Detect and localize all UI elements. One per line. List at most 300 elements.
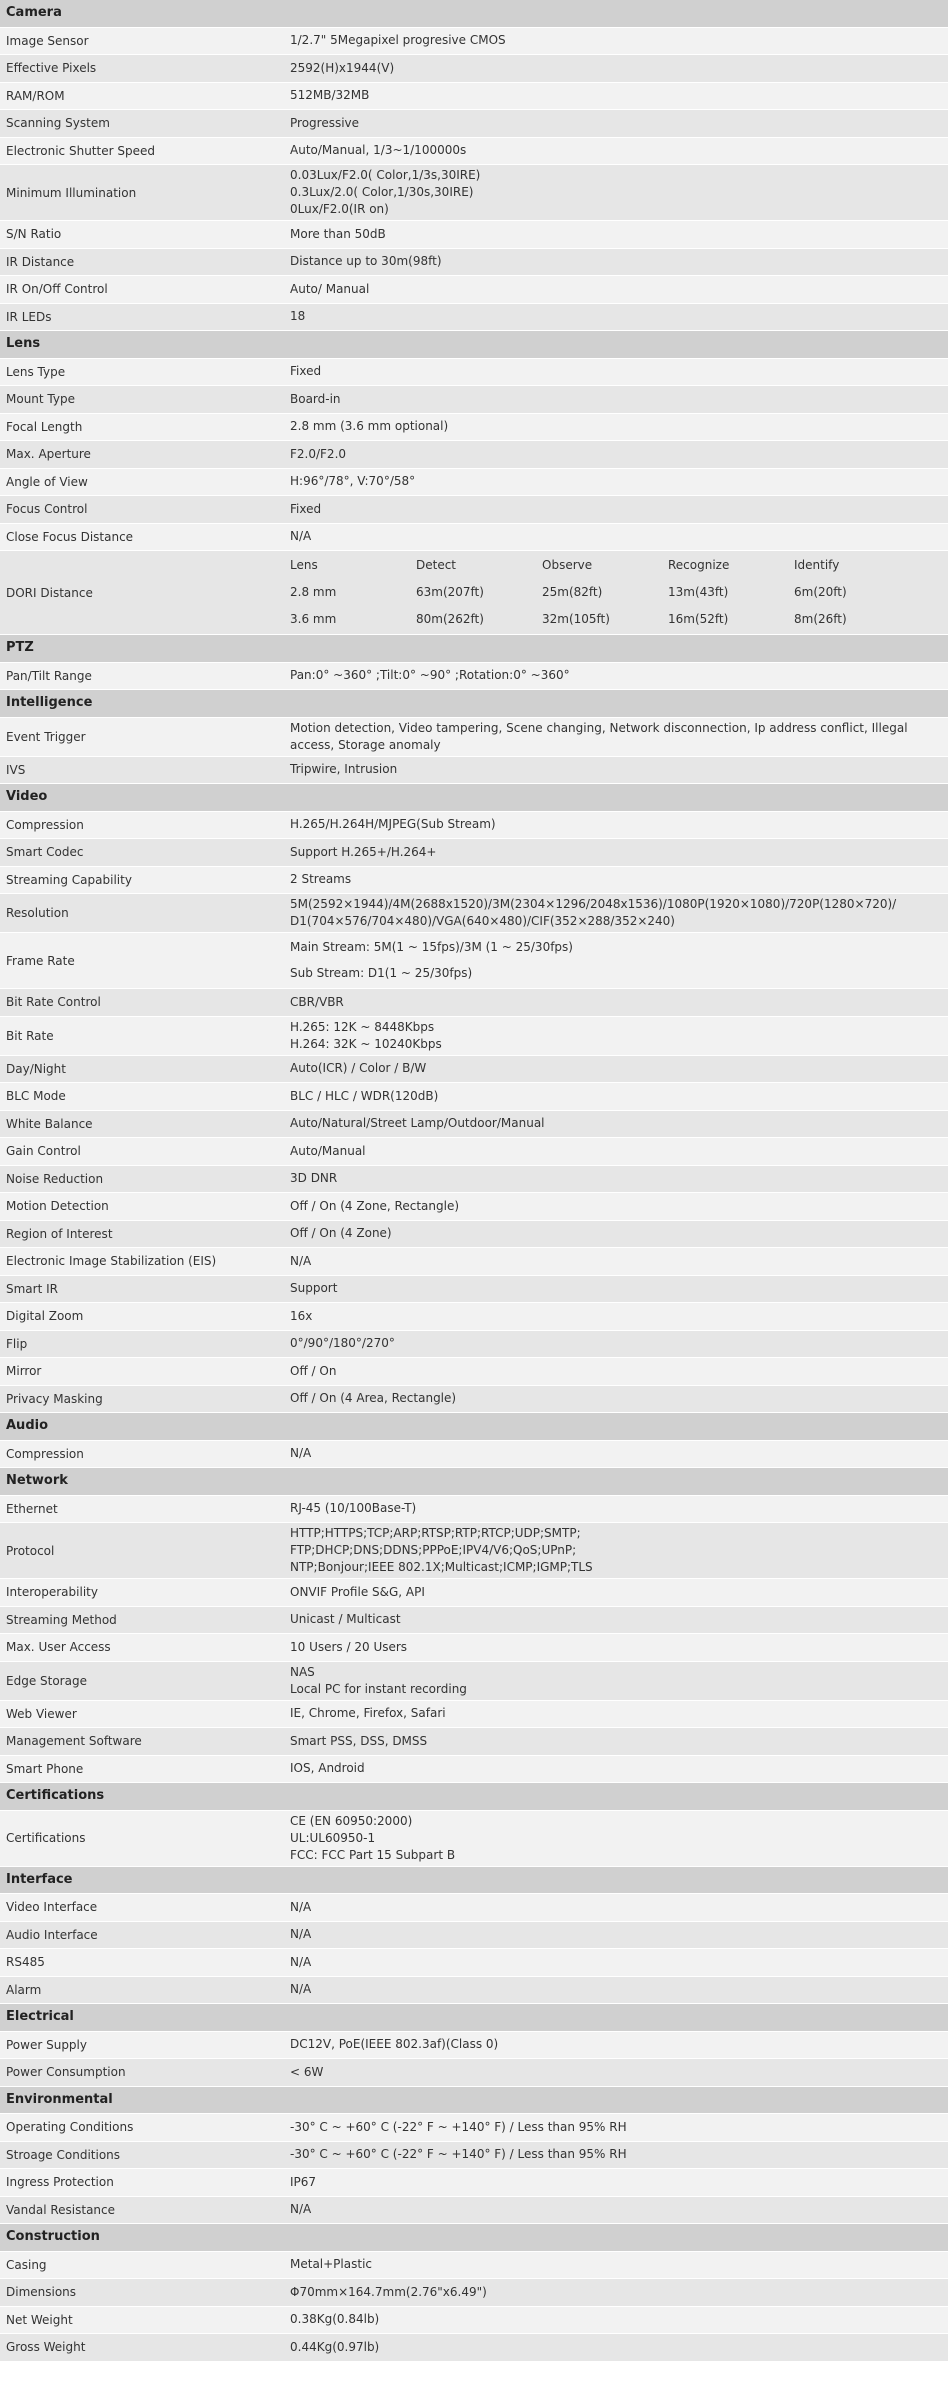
section-header-construction: Construction [0, 2224, 948, 2252]
spec-row-ivs [0, 757, 948, 785]
dori-cell: 25m(82ft) [542, 585, 603, 599]
spec-value [284, 2032, 948, 2059]
dori-header-cell: Recognize [668, 558, 730, 572]
spec-value-line: N/A [290, 1253, 312, 1268]
spec-row-gain-control [0, 1138, 948, 1166]
dori-table [290, 552, 942, 633]
spec-value [284, 2334, 948, 2361]
spec-value-line: H:96°/78°, V:70°/58° [290, 474, 416, 489]
spec-value [284, 933, 948, 988]
spec-label: Edge Storage [6, 1673, 87, 1688]
dori-header-cell: Lens [290, 558, 318, 572]
dori-header-cell: Identify [794, 558, 840, 572]
spec-value [284, 1811, 948, 1866]
spec-label: Gross Weight [6, 2340, 86, 2355]
spec-value [284, 1056, 948, 1083]
spec-value-line: N/A [290, 1982, 312, 1997]
spec-row-audio-interface [0, 1922, 948, 1950]
spec-row-dimensions [0, 2279, 948, 2307]
spec-row-stroage-conditions [0, 2142, 948, 2170]
spec-label: Vandal Resistance [6, 2202, 116, 2217]
dori-header-cell: Observe [542, 558, 593, 572]
spec-row-pan-tilt-range [0, 663, 948, 691]
spec-value [284, 1193, 948, 1220]
spec-label: Resolution [6, 906, 69, 920]
spec-value [284, 1662, 948, 1700]
spec-label: Dimensions [6, 2285, 77, 2300]
spec-value-line: H.265: 12K ~ 8448Kbps [290, 1019, 435, 1034]
spec-row-rs485 [0, 1949, 948, 1977]
spec-label: Region of Interest [6, 1226, 113, 1241]
spec-value [284, 1496, 948, 1523]
spec-label: Web Viewer [6, 1706, 77, 1721]
spec-label: Focus Control [6, 502, 88, 517]
spec-row-effective-pixels [0, 55, 948, 83]
spec-row-smart-ir [0, 1276, 948, 1304]
spec-value-line: IE, Chrome, Firefox, Safari [290, 1706, 446, 1721]
spec-label: Video Interface [6, 1900, 98, 1915]
spec-value-line: DC12V, PoE(IEEE 802.3af)(Class 0) [290, 2037, 499, 2052]
spec-value-line: Sub Stream: D1(1 ~ 25/30fps) [290, 966, 473, 980]
spec-value [284, 1634, 948, 1661]
spec-value [284, 1949, 948, 1976]
dori-cell: 6m(20ft) [794, 585, 847, 599]
dori-cell: 32m(105ft) [542, 612, 610, 626]
spec-value [284, 386, 948, 413]
spec-value [284, 2059, 948, 2086]
spec-value [284, 1221, 948, 1248]
spec-value-line: Progressive [290, 115, 360, 130]
spec-row-bit-rate [0, 1017, 948, 1056]
spec-row-net-weight [0, 2307, 948, 2335]
spec-label: Pan/Tilt Range [6, 668, 92, 683]
spec-row-angle-of-view [0, 469, 948, 497]
spec-label: Streaming Capability [6, 872, 132, 887]
spec-value-line: More than 50dB [290, 226, 386, 241]
spec-value-line: NAS [290, 1664, 315, 1679]
spec-row-video-interface [0, 1894, 948, 1922]
spec-value [284, 524, 948, 551]
spec-label: Motion Detection [6, 1199, 109, 1214]
spec-value-line: Φ70mm×164.7mm(2.76"x6.49") [290, 2284, 487, 2299]
spec-value-line: ONVIF Profile S&G, API [290, 1584, 425, 1599]
spec-value [284, 2169, 948, 2196]
spec-value-line: Off / On (4 Zone, Rectangle) [290, 1198, 460, 1213]
spec-value [284, 1276, 948, 1303]
spec-value [284, 1017, 948, 1055]
spec-value [284, 1441, 948, 1468]
spec-label: Net Weight [6, 2312, 73, 2327]
spec-value-line: Unicast / Multicast [290, 1612, 401, 1627]
spec-value-line: Off / On [290, 1363, 337, 1378]
spec-label: Focal Length [6, 419, 83, 434]
spec-value-line: Motion detection, Video tampering, Scene changing, Network disconnection, Ip address conflict, Illegal [290, 720, 908, 735]
spec-value-line: 0.3Lux/2.0( Color,1/30s,30IRE) [290, 185, 474, 199]
spec-value-line: N/A [290, 1446, 312, 1461]
spec-row-gross-weight [0, 2334, 948, 2362]
spec-value [284, 812, 948, 839]
spec-value-line: HTTP;HTTPS;TCP;ARP;RTSP;RTP;RTCP;UDP;SMTP; [290, 1526, 581, 1540]
spec-value [284, 2307, 948, 2334]
spec-label: Mount Type [6, 392, 75, 407]
spec-value [284, 2114, 948, 2141]
spec-row-scanning-system [0, 110, 948, 138]
spec-value [284, 110, 948, 137]
spec-value [284, 757, 948, 784]
spec-value [284, 138, 948, 165]
spec-label: Close Focus Distance [6, 529, 134, 544]
spec-label: Streaming Method [6, 1612, 117, 1627]
spec-label: Electronic Image Stabilization (EIS) [6, 1254, 217, 1269]
spec-row-smart-phone [0, 1756, 948, 1784]
spec-value-line [290, 956, 942, 965]
spec-row-max-aperture [0, 441, 948, 469]
spec-row-s-n-ratio [0, 221, 948, 249]
section-header-video: Video [0, 784, 948, 812]
spec-value-line: Auto/Manual [290, 1143, 366, 1158]
section-header-network: Network [0, 1468, 948, 1496]
spec-value-line: IOS, Android [290, 1761, 365, 1776]
dori-cell: 13m(43ft) [668, 585, 729, 599]
spec-value-line: FCC: FCC Part 15 Subpart B [290, 1847, 456, 1862]
spec-value-line: N/A [290, 1927, 312, 1942]
spec-label: Gain Control [6, 1144, 81, 1159]
spec-label: Minimum Illumination [6, 185, 137, 200]
spec-value-line: Main Stream: 5M(1 ~ 15fps)/3M (1 ~ 25/30fps) [290, 940, 573, 954]
spec-row-region-of-interest [0, 1221, 948, 1249]
spec-label: Ingress Protection [6, 2175, 114, 2190]
spec-value [284, 1607, 948, 1634]
spec-value [284, 28, 948, 55]
spec-label: White Balance [6, 1116, 93, 1131]
spec-row-digital-zoom [0, 1303, 948, 1331]
spec-value [284, 304, 948, 331]
spec-label: RAM/ROM [6, 88, 65, 103]
section-header-environmental: Environmental [0, 2087, 948, 2115]
spec-value [284, 165, 948, 220]
spec-row-resolution [0, 894, 948, 933]
spec-label: Noise Reduction [6, 1171, 104, 1186]
section-header-interface: Interface [0, 1867, 948, 1895]
spec-label: Flip [6, 1336, 28, 1351]
spec-row-minimum-illumination [0, 165, 948, 221]
spec-row-focal-length [0, 414, 948, 442]
spec-label: S/N Ratio [6, 227, 62, 242]
spec-label: Effective Pixels [6, 61, 97, 76]
spec-value [284, 867, 948, 894]
spec-value-line: Smart PSS, DSS, DMSS [290, 1733, 428, 1748]
spec-value-line: Metal+Plastic [290, 2257, 372, 2272]
spec-row-flip [0, 1331, 948, 1359]
spec-value [284, 1894, 948, 1921]
spec-row-web-viewer [0, 1701, 948, 1729]
spec-value [284, 1166, 948, 1193]
spec-value [284, 359, 948, 386]
spec-value-line: CE (EN 60950:2000) [290, 1813, 413, 1828]
spec-label: Certifications [6, 1831, 86, 1845]
spec-label: Smart IR [6, 1281, 58, 1296]
spec-value-line: N/A [290, 1954, 312, 1969]
spec-row-casing [0, 2252, 948, 2280]
spec-value [284, 1331, 948, 1358]
spec-value-line: Board-in [290, 391, 341, 406]
spec-row-protocol [0, 1523, 948, 1579]
spec-value-line: N/A [290, 2202, 312, 2217]
spec-value-line: 10 Users / 20 Users [290, 1639, 408, 1654]
spec-value-line: Auto/Natural/Street Lamp/Outdoor/Manual [290, 1116, 545, 1131]
spec-row-frame-rate [0, 933, 948, 989]
spec-label: Bit Rate [6, 1028, 54, 1043]
spec-row-streaming-method [0, 1607, 948, 1635]
spec-value-line: CBR/VBR [290, 994, 344, 1009]
spec-row-close-focus-distance [0, 524, 948, 552]
spec-value-line: 0°/90°/180°/270° [290, 1336, 395, 1351]
spec-label: Protocol [6, 1543, 55, 1558]
spec-row-ram-rom [0, 83, 948, 111]
spec-label: Smart Codec [6, 845, 84, 860]
spec-label: Lens Type [6, 364, 66, 379]
spec-value-line: NTP;Bonjour;IEEE 802.1X;Multicast;ICMP;IGMP;TLS [290, 1560, 593, 1574]
spec-value-line: D1(704×576/704×480)/VGA(640×480)/CIF(352×288/352×240) [290, 914, 675, 928]
spec-row-compression [0, 1441, 948, 1469]
spec-row-image-sensor [0, 28, 948, 56]
spec-value-line: IP67 [290, 2174, 317, 2189]
spec-value-line: -30° C ~ +60° C (-22° F ~ +140° F) / Less than 95% RH [290, 2119, 627, 2134]
spec-value [284, 249, 948, 276]
spec-label: Electronic Shutter Speed [6, 143, 155, 158]
spec-value [284, 414, 948, 441]
spec-value [284, 2197, 948, 2224]
spec-value-line: 0.38Kg(0.84lb) [290, 2312, 380, 2327]
spec-value [284, 1728, 948, 1755]
section-header-certifications: Certifications [0, 1783, 948, 1811]
spec-row-privacy-masking [0, 1386, 948, 1414]
spec-label: IR Distance [6, 254, 75, 269]
spec-value [284, 221, 948, 248]
spec-row-smart-codec [0, 839, 948, 867]
spec-value-line: Off / On (4 Area, Rectangle) [290, 1391, 457, 1406]
spec-row-ir-on-off-control [0, 276, 948, 304]
spec-value-line: Support H.265+/H.264+ [290, 844, 437, 859]
spec-label: Compression [6, 1446, 84, 1461]
spec-value-line: Support [290, 1281, 338, 1296]
spec-label: IR LEDs [6, 309, 52, 324]
spec-row-dori-distance [0, 551, 948, 635]
spec-row-lens-type [0, 359, 948, 387]
spec-row-streaming-capability [0, 867, 948, 895]
spec-value-line: 512MB/32MB [290, 88, 370, 103]
section-header-audio: Audio [0, 1413, 948, 1441]
spec-value [284, 1248, 948, 1275]
spec-row-edge-storage [0, 1662, 948, 1701]
spec-label: Privacy Masking [6, 1391, 103, 1406]
spec-label: Digital Zoom [6, 1309, 84, 1324]
spec-value-line: 0.44Kg(0.97lb) [290, 2339, 380, 2354]
spec-row-power-consumption [0, 2059, 948, 2087]
spec-label: Operating Conditions [6, 2120, 134, 2135]
spec-row-focus-control [0, 496, 948, 524]
spec-label: Interoperability [6, 1585, 98, 1600]
spec-value [284, 1756, 948, 1783]
spec-value-line: N/A [290, 529, 312, 544]
spec-label: Smart Phone [6, 1761, 84, 1776]
spec-value-line: BLC / HLC / WDR(120dB) [290, 1088, 439, 1103]
spec-value-line: N/A [290, 1899, 312, 1914]
spec-label: DORI Distance [6, 585, 93, 600]
spec-value [284, 276, 948, 303]
spec-label: BLC Mode [6, 1089, 66, 1104]
spec-label: Frame Rate [6, 953, 75, 968]
spec-value-line: Fixed [290, 501, 322, 516]
spec-value [284, 469, 948, 496]
section-header-intelligence: Intelligence [0, 690, 948, 718]
spec-value [284, 663, 948, 690]
spec-label: Stroage Conditions [6, 2147, 121, 2162]
spec-label: Bit Rate Control [6, 995, 101, 1010]
spec-label: Event Trigger [6, 729, 86, 744]
spec-value [284, 2279, 948, 2306]
spec-value-line: Auto/ Manual [290, 281, 370, 296]
spec-row-bit-rate-control [0, 989, 948, 1017]
spec-label: Alarm [6, 1982, 42, 1997]
spec-value [284, 894, 948, 932]
dori-cell: 80m(262ft) [416, 612, 484, 626]
spec-value [284, 55, 948, 82]
spec-value-line: Off / On (4 Zone) [290, 1226, 392, 1241]
spec-value-line: 2.8 mm (3.6 mm optional) [290, 419, 449, 434]
spec-row-ir-distance [0, 249, 948, 277]
spec-label: Audio Interface [6, 1927, 98, 1942]
spec-row-operating-conditions [0, 2114, 948, 2142]
spec-row-compression [0, 812, 948, 840]
spec-value-line: Pan:0° ~360° ;Tilt:0° ~90° ;Rotation:0° ~360° [290, 668, 570, 683]
spec-row-motion-detection [0, 1193, 948, 1221]
spec-value-line: F2.0/F2.0 [290, 446, 347, 461]
spec-value-line: UL:UL60950-1 [290, 1830, 376, 1845]
spec-label: Max. Aperture [6, 447, 91, 462]
spec-value [284, 718, 948, 756]
spec-row-event-trigger [0, 718, 948, 757]
spec-row-alarm [0, 1977, 948, 2005]
spec-value-line: 2 Streams [290, 872, 352, 887]
spec-label: Casing [6, 2257, 47, 2272]
spec-value-line: 1/2.7" 5Megapixel progresive CMOS [290, 33, 506, 48]
spec-value [284, 1579, 948, 1606]
spec-value-line: < 6W [290, 2064, 324, 2079]
spec-label: RS485 [6, 1955, 45, 1970]
spec-value [284, 1922, 948, 1949]
spec-row-electronic-shutter-speed [0, 138, 948, 166]
spec-row-power-supply [0, 2032, 948, 2060]
spec-value-line: H.265/H.264H/MJPEG(Sub Stream) [290, 817, 496, 832]
dori-cell: 16m(52ft) [668, 612, 729, 626]
spec-label: IVS [6, 762, 26, 777]
dori-cell: 3.6 mm [290, 612, 337, 626]
spec-value-line: Tripwire, Intrusion [290, 762, 398, 777]
spec-value-line: 16x [290, 1308, 313, 1323]
spec-value [284, 2142, 948, 2169]
spec-label: Mirror [6, 1364, 42, 1379]
spec-value-line: H.264: 32K ~ 10240Kbps [290, 1036, 442, 1051]
spec-row-mirror [0, 1358, 948, 1386]
spec-value-line: Auto(ICR) / Color / B/W [290, 1061, 427, 1076]
spec-label: IR On/Off Control [6, 282, 108, 297]
spec-value-line: access, Storage anomaly [290, 737, 441, 752]
spec-label: Management Software [6, 1734, 142, 1749]
spec-label: Power Consumption [6, 2065, 126, 2080]
spec-row-blc-mode [0, 1083, 948, 1111]
spec-row-mount-type [0, 386, 948, 414]
spec-value [284, 1111, 948, 1138]
spec-value [284, 1138, 948, 1165]
dori-header-cell: Detect [416, 558, 457, 572]
spec-value-line: Fixed [290, 364, 322, 379]
spec-value-line: Distance up to 30m(98ft) [290, 254, 442, 269]
section-header-camera: Camera [0, 0, 948, 28]
spec-value-line: 3D DNR [290, 1171, 338, 1186]
spec-value-line: 5M(2592×1944)/4M(2688x1520)/3M(2304×1296/2048x1536)/1080P(1920×1080)/720P(1280×720)/ [290, 897, 897, 911]
spec-value [284, 1303, 948, 1330]
spec-label: Max. User Access [6, 1640, 111, 1655]
spec-value-line: -30° C ~ +60° C (-22° F ~ +140° F) / Less than 95% RH [290, 2147, 627, 2162]
spec-value [284, 1386, 948, 1413]
spec-label: Scanning System [6, 116, 110, 131]
spec-value-line: 18 [290, 309, 306, 324]
spec-value [284, 83, 948, 110]
spec-value-line: 0.03Lux/F2.0( Color,1/3s,30IRE) [290, 168, 481, 182]
spec-row-day-night [0, 1056, 948, 1084]
dori-cell: 8m(26ft) [794, 612, 847, 626]
spec-value-line: RJ-45 (10/100Base-T) [290, 1501, 417, 1516]
spec-row-ir-leds [0, 304, 948, 332]
spec-value [284, 989, 948, 1016]
dori-cell: 63m(207ft) [416, 585, 484, 599]
spec-row-interoperability [0, 1579, 948, 1607]
spec-row-ethernet [0, 1496, 948, 1524]
spec-label: Power Supply [6, 2037, 87, 2052]
section-header-lens: Lens [0, 331, 948, 359]
spec-row-vandal-resistance [0, 2197, 948, 2225]
spec-value [284, 496, 948, 523]
spec-label: Image Sensor [6, 33, 89, 48]
spec-value [284, 1523, 948, 1578]
spec-value [284, 1083, 948, 1110]
spec-label: Compression [6, 817, 84, 832]
spec-value [284, 2252, 948, 2279]
spec-value-line: 2592(H)x1944(V) [290, 60, 395, 75]
spec-value [284, 441, 948, 468]
spec-value [284, 839, 948, 866]
spec-label: Ethernet [6, 1501, 58, 1516]
spec-value [284, 1701, 948, 1728]
spec-row-certifications [0, 1811, 948, 1867]
section-header-electrical: Electrical [0, 2004, 948, 2032]
spec-row-white-balance [0, 1111, 948, 1139]
spec-label: Day/Night [6, 1061, 66, 1076]
spec-row-ingress-protection [0, 2169, 948, 2197]
spec-label: Angle of View [6, 474, 88, 489]
spec-value [284, 551, 948, 634]
dori-cell: 2.8 mm [290, 585, 337, 599]
spec-value-line: FTP;DHCP;DNS;DDNS;PPPoE;IPV4/V6;QoS;UPnP; [290, 1543, 577, 1557]
spec-value-line: 0Lux/F2.0(IR on) [290, 202, 389, 216]
spec-row-electronic-image-stabilization-eis [0, 1248, 948, 1276]
section-header-ptz: PTZ [0, 635, 948, 663]
spec-row-max-user-access [0, 1634, 948, 1662]
spec-value-line: Local PC for instant recording [290, 1681, 467, 1696]
spec-value [284, 1977, 948, 2004]
spec-value [284, 1358, 948, 1385]
